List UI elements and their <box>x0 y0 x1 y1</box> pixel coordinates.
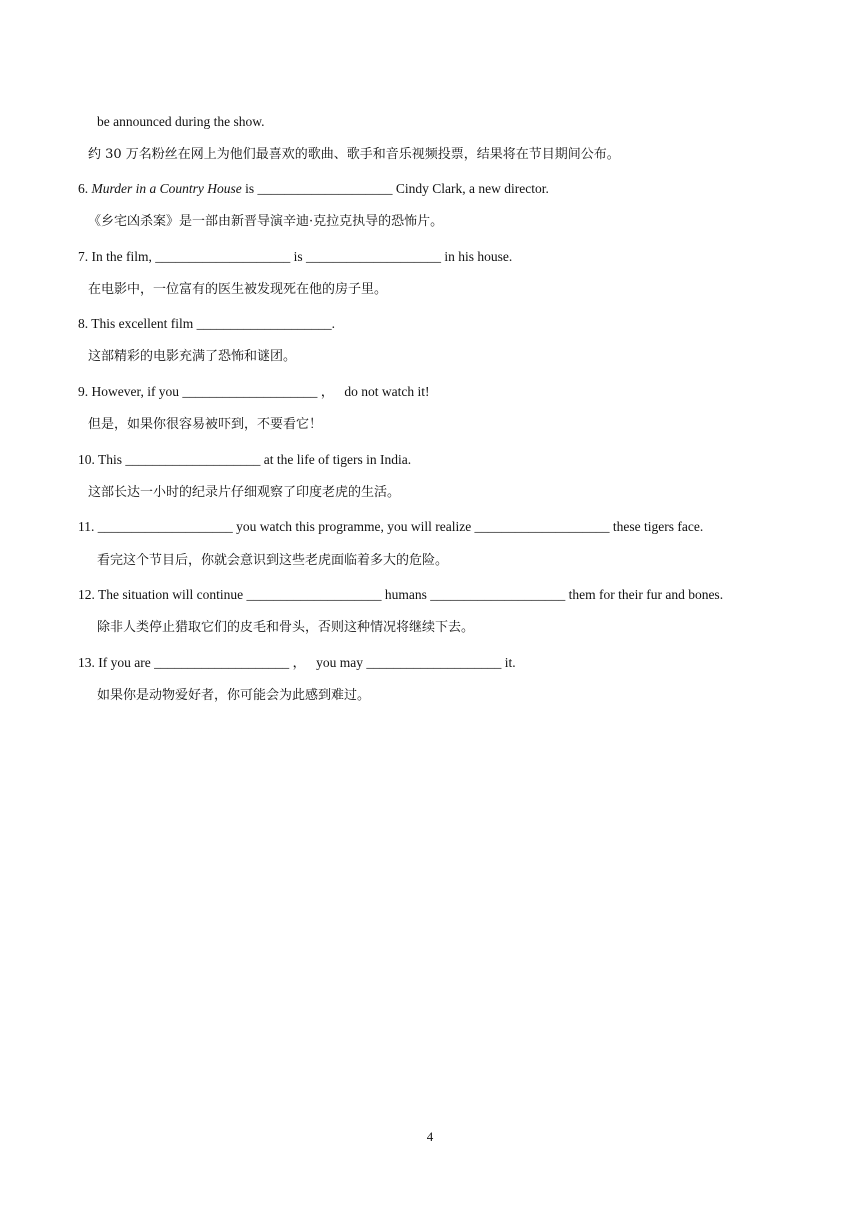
exercise-item-12 <box>78 587 723 603</box>
sentence-text: If you are ____________________ ， you may ____________________ it. <box>98 655 516 670</box>
continued-sentence-en: be announced during the show. <box>97 114 265 129</box>
continued-sentence-zh: 约 30 万名粉丝在网上为他们最喜欢的歌曲、歌手和音乐视频投票，结果将在节目期间公布。 <box>88 147 620 162</box>
sentence-text: is <box>241 181 258 196</box>
exercise-item-10 <box>78 452 411 468</box>
sentence-text: However, if you ____________________ ， do not watch it! <box>91 384 430 399</box>
sentence-text: This excellent film ____________________. <box>91 316 335 331</box>
exercise-item-7-translation: 在电影中，一位富有的医生被发现死在他的房子里。 <box>88 282 388 297</box>
item-number: 13. <box>78 655 95 670</box>
sentence-text: Cindy Clark, a new director. <box>392 181 549 196</box>
item-number: 10. <box>78 452 95 467</box>
exercise-item-12-translation: 除非人类停止猎取它们的皮毛和骨头，否则这种情况将继续下去。 <box>97 620 475 635</box>
exercise-item-7 <box>78 249 512 265</box>
exercise-item-10-translation: 这部长达一小时的纪录片仔细观察了印度老虎的生活。 <box>88 485 401 500</box>
item-number: 8. <box>78 316 89 331</box>
sentence-text: In the film, ____________________ is ____________________ in his house. <box>91 249 513 264</box>
item-number: 12. <box>78 587 95 602</box>
sentence-text: The situation will continue ____________________ humans ____________________ them for their fur and bones. <box>98 587 724 602</box>
exercise-item-11 <box>78 519 703 535</box>
item-number: 9. <box>78 384 89 399</box>
exercise-item-13 <box>78 655 516 671</box>
sentence-text: ____________________ you watch this programme, you will realize ____________________ these tigers face. <box>97 519 704 534</box>
blank-line: ____________________ <box>257 181 393 196</box>
exercise-item-6-translation: 《乡宅凶杀案》是一部由新晋导演辛迪·克拉克执导的恐怖片。 <box>88 214 444 229</box>
exercise-item-9-translation: 但是，如果你很容易被吓到，不要看它！ <box>88 417 323 432</box>
exercise-item-8-translation: 这部精彩的电影充满了恐怖和谜团。 <box>88 349 297 364</box>
exercise-item-13-translation: 如果你是动物爱好者，你可能会为此感到难过。 <box>97 688 371 703</box>
item-number: 11. <box>78 519 95 534</box>
exercise-item-11-translation: 看完这个节目后，你就会意识到这些老虎面临着多大的危险。 <box>97 553 449 568</box>
exercise-item-6 <box>78 181 549 197</box>
page-number: 4 <box>426 1129 434 1144</box>
sentence-text: This ____________________ at the life of tigers in India. <box>98 452 412 467</box>
exercise-item-9 <box>78 384 430 400</box>
item-number: 7. <box>78 249 89 264</box>
film-title: Murder in a Country House <box>91 181 242 196</box>
exercise-item-8 <box>78 316 335 332</box>
item-number: 6. <box>78 181 89 196</box>
